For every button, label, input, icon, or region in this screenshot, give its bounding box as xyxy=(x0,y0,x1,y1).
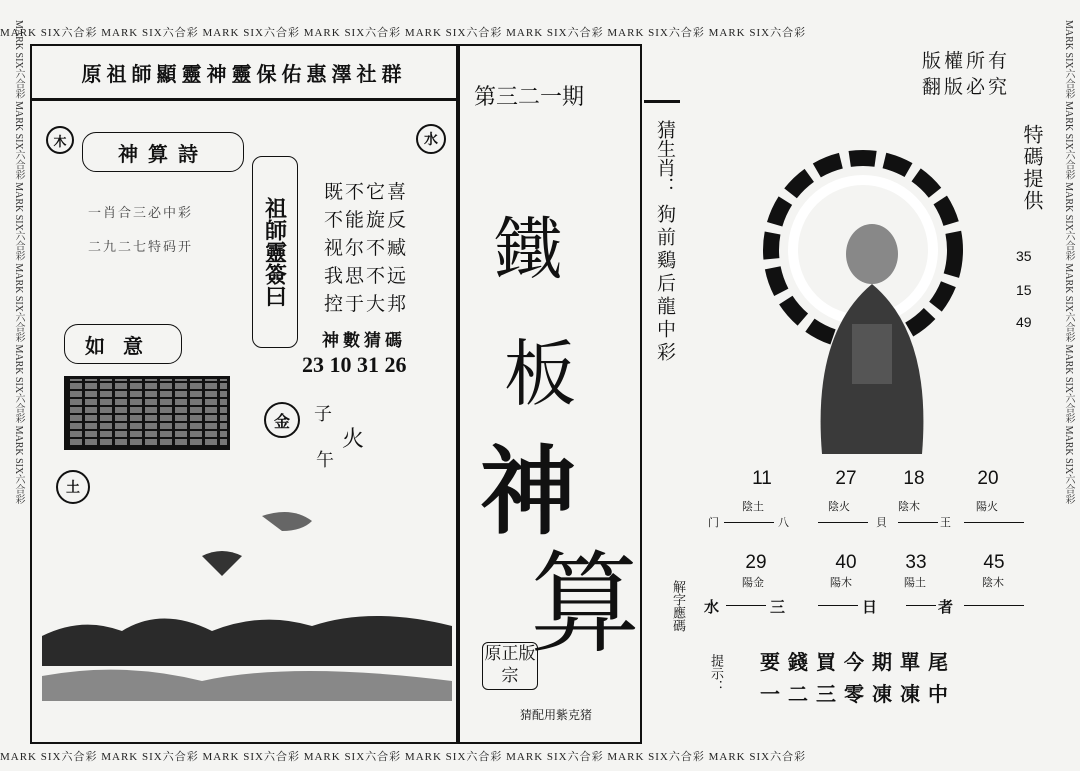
row2-line-2 xyxy=(818,605,858,606)
watermark-right: MARK SIX六合彩 MARK SIX六合彩 MARK SIX六合彩 MARK SIX六合彩 MARK SIX六合彩 MARK SIX六合彩 xyxy=(1063,20,1074,505)
verse-line: 不能旋反 xyxy=(324,209,409,231)
authentic-stamp: 原正版宗 xyxy=(482,642,538,690)
poem-title: 神算詩 xyxy=(82,132,244,172)
oracle-verse xyxy=(324,178,408,318)
oracle-title: 祖師靈簽曰 xyxy=(252,156,298,348)
banner: 原祖師顯靈神靈保佑惠澤社群 xyxy=(81,62,407,86)
ruyi-tag: 如意 xyxy=(64,324,182,364)
middle-panel xyxy=(458,44,642,744)
title-char-2: 板 xyxy=(504,332,577,416)
water-element-badge: 水 xyxy=(416,124,446,154)
zodiac-wu: 午 xyxy=(316,450,334,471)
row1-char-4: 王 xyxy=(940,516,951,529)
row2-number-3: 33 xyxy=(905,552,927,573)
issue-number: 第三二一期 xyxy=(474,85,585,110)
row1-attr-3: 陰木 xyxy=(898,500,920,513)
guess-zodiac-label: 猜生肖： xyxy=(654,120,676,196)
row2-line-4 xyxy=(964,605,1024,606)
hint-label: 提示： xyxy=(708,654,723,693)
wood-element-badge: 木 xyxy=(46,126,74,154)
hint-line-1: 要錢買今期單尾 xyxy=(760,650,956,674)
hint-line-2: 一二三零凍凍中 xyxy=(760,682,956,706)
row2-number-4: 45 xyxy=(983,552,1005,573)
special-number-3: 49 xyxy=(1016,314,1032,330)
row2-number-1: 29 xyxy=(745,552,767,573)
numbers-label: 神數猜碼 xyxy=(322,331,406,351)
row2-char-4: 者 xyxy=(938,598,954,616)
row2-attr-1: 陽金 xyxy=(742,576,764,589)
row2-attr-3: 陽土 xyxy=(904,576,926,589)
row1-attr-2: 陰火 xyxy=(828,500,850,513)
metal-element-badge: 金 xyxy=(264,402,300,438)
verse-line: 控于大邦 xyxy=(324,293,409,315)
row1-number-1: 11 xyxy=(752,468,772,489)
special-number-1: 35 xyxy=(1016,248,1032,264)
zodiac-zi: 子 xyxy=(314,404,332,425)
row2-char-1: 水 xyxy=(704,598,720,616)
right-panel xyxy=(642,44,1056,744)
row1-char-1: 门 xyxy=(708,516,719,529)
row1-number-2: 27 xyxy=(835,468,857,489)
special-number-2: 15 xyxy=(1016,282,1032,298)
right-divider xyxy=(644,100,680,103)
zodiac-huo: 火 xyxy=(342,427,365,452)
copyright-line-2: 翻版必究 xyxy=(922,76,1011,98)
landscape-illustration xyxy=(32,496,456,742)
row2-attr-4: 陰木 xyxy=(982,576,1004,589)
row2-attr-2: 陽木 xyxy=(830,576,852,589)
row1-char-2: 八 xyxy=(778,516,789,529)
row1-line-4 xyxy=(964,522,1024,523)
left-panel xyxy=(30,44,458,744)
footer-note: 猜配用紫克猪 xyxy=(520,708,593,722)
title-char-3: 神 xyxy=(480,435,576,548)
row1-line-2 xyxy=(818,522,868,523)
row2-line-1 xyxy=(726,605,766,606)
verse-line: 视尔不臧 xyxy=(324,237,409,259)
row1-char-3: 貝 xyxy=(876,516,887,529)
verse-line: 我思不远 xyxy=(324,265,409,287)
row1-attr-1: 陰土 xyxy=(742,500,764,513)
title-char-1: 鐵 xyxy=(494,211,563,290)
watermark-left: MARK SIX六合彩 MARK SIX六合彩 MARK SIX六合彩 MARK SIX六合彩 MARK SIX六合彩 MARK SIX六合彩 xyxy=(13,20,24,505)
row2-char-2: 三 xyxy=(770,598,786,616)
special-code-label: 特碼提供 xyxy=(1020,124,1044,212)
title-char-4: 算 xyxy=(530,540,640,668)
guess-zodiac-text: 狗前鷄后龍中彩 xyxy=(654,204,676,365)
banner-divider xyxy=(32,98,456,101)
poem-line-2: 二九二七特码开 xyxy=(88,240,194,255)
earth-element-badge: 土 xyxy=(56,470,90,504)
watermark-top: MARK SIX六合彩 MARK SIX六合彩 MARK SIX六合彩 MARK SIX六合彩 MARK SIX六合彩 MARK SIX六合彩 MARK SIX六合彩 MARK SIX六合彩 xyxy=(0,27,807,39)
row1-number-4: 20 xyxy=(977,468,999,489)
row1-line-1 xyxy=(724,522,774,523)
copyright-line-1: 版權所有 xyxy=(922,50,1011,72)
row1-line-3 xyxy=(898,522,938,523)
decode-label: 解字應碼 xyxy=(670,580,685,632)
row1-attr-4: 陽火 xyxy=(976,500,998,513)
verse-line: 既不它喜 xyxy=(324,181,409,203)
abacus-graphic xyxy=(64,376,230,450)
guess-numbers: 23 10 31 26 xyxy=(302,352,407,377)
watermark-bottom: MARK SIX六合彩 MARK SIX六合彩 MARK SIX六合彩 MARK SIX六合彩 MARK SIX六合彩 MARK SIX六合彩 MARK SIX六合彩 MARK SIX六合彩 xyxy=(0,751,807,763)
row1-number-3: 18 xyxy=(903,468,925,489)
poem-line-1: 一肖合三必中彩 xyxy=(88,206,194,221)
deity-figure xyxy=(802,224,942,454)
row2-line-3 xyxy=(906,605,936,606)
row2-char-3: 日 xyxy=(862,598,878,616)
row2-number-2: 40 xyxy=(835,552,857,573)
